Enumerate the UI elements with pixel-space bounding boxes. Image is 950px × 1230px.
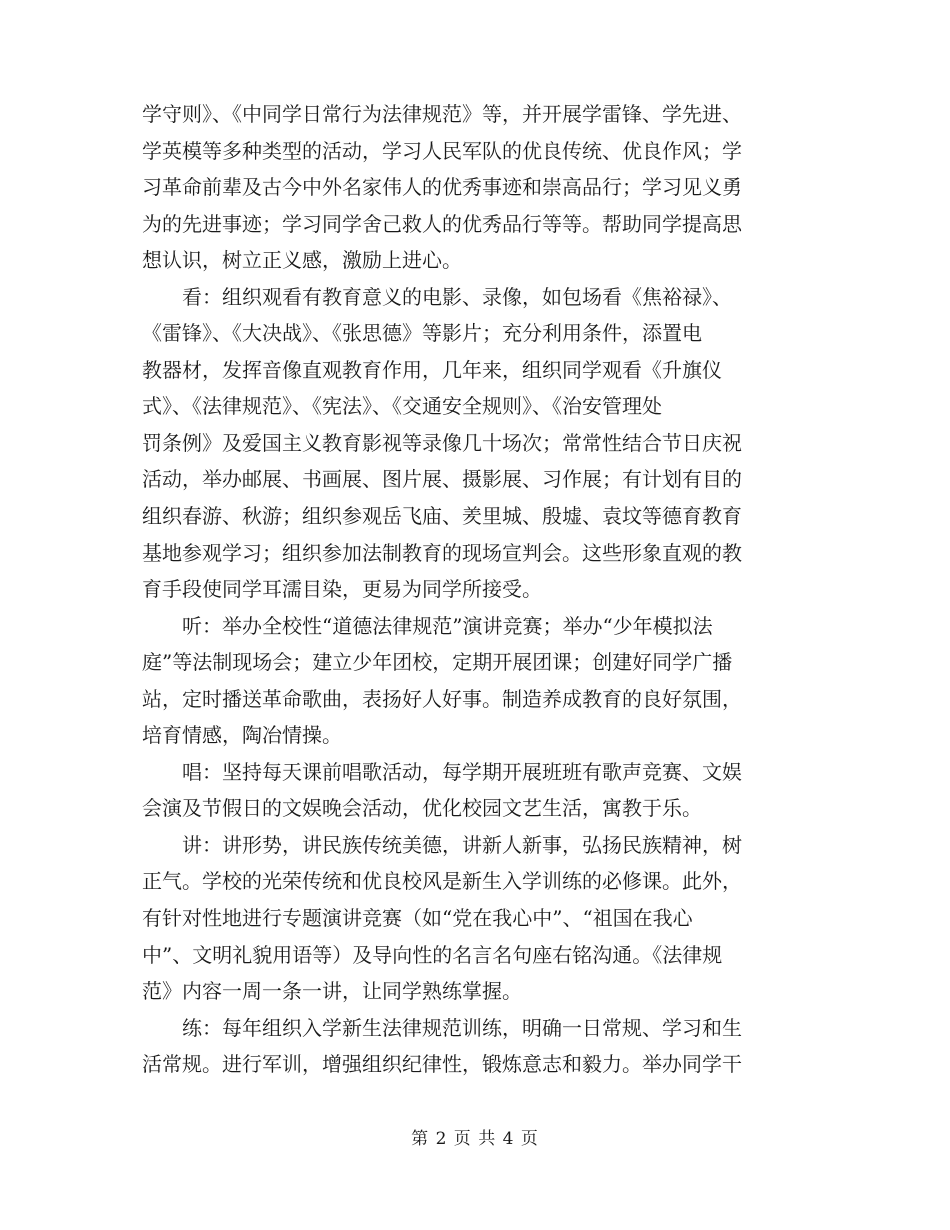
text-line: 罚条例》及爱国主义教育影视等录像几十场次；常常性结合节日庆祝	[142, 430, 742, 455]
text-line: 活常规。进行军训，增强组织纪律性，锻炼意志和毅力。举办同学干	[142, 1052, 742, 1077]
text-line: 式》、《法律规范》、《宪法》、《交通安全规则》、《治安管理处	[142, 394, 662, 419]
text-line: 组织春游、秋游；组织参观岳飞庙、羑里城、殷墟、袁坟等德育教育	[142, 504, 742, 529]
text-line: 讲：讲形势，讲民族传统美德，讲新人新事，弘扬民族精神，树	[142, 832, 742, 857]
text-line: 唱：坚持每天课前唱歌活动，每学期开展班班有歌声竞赛、文娱	[142, 759, 742, 784]
text-line: 习革命前辈及古今中外名家伟人的优秀事迹和崇高品行；学习见义勇	[142, 175, 742, 200]
text-line: 有针对性地进行专题演讲竞赛（如“党在我心中”、“祖国在我心	[142, 906, 693, 931]
text-line: 庭”等法制现场会；建立少年团校，定期开展团课；创建好同学广播	[142, 650, 733, 675]
text-line: 站，定时播送革命歌曲，表扬好人好事。制造养成教育的良好氛围，	[142, 686, 742, 711]
text-line: 培育情感，陶冶情操。	[142, 723, 342, 748]
text-line: 学守则》、《中同学日常行为法律规范》等，并开展学雷锋、学先进、	[142, 102, 742, 126]
text-line: 听：举办全校性“道德法律规范”演讲竞赛；举办“少年模拟法	[142, 613, 713, 638]
text-line: 想认识，树立正义感，激励上进心。	[142, 248, 462, 273]
text-line: 活动，举办邮展、书画展、图片展、摄影展、习作展；有计划有目的	[142, 467, 742, 492]
body-text	[142, 96, 808, 1083]
text-line: 中”、文明礼貌用语等）及导向性的名言名句座右铭沟通。《法律规	[142, 942, 723, 967]
text-line: 正气。学校的光荣传统和优良校风是新生入学训练的必修课。此外，	[142, 869, 742, 894]
text-line: 学英模等多种类型的活动，学习人民军队的优良传统、优良作风；学	[142, 138, 742, 163]
text-line: 育手段使同学耳濡目染，更易为同学所接受。	[142, 577, 542, 602]
text-line: 教器材，发挥音像直观教育作用，几年来，组织同学观看《升旗仪	[142, 357, 722, 382]
text-line: 会演及节假日的文娱晚会活动，优化校园文艺生活，寓教于乐。	[142, 796, 702, 821]
text-line: 《雷锋》、《大决战》、《张思德》等影片；充分利用条件，添置电	[142, 321, 702, 346]
text-line: 练：每年组织入学新生法律规范训练，明确一日常规、学习和生	[142, 1015, 742, 1040]
text-line: 看：组织观看有教育意义的电影、录像，如包场看《焦裕禄》、	[142, 284, 732, 309]
page-number-footer: 第 2 页 共 4 页	[411, 1129, 539, 1149]
text-line: 为的先进事迹；学习同学舍己救人的优秀品行等等。帮助同学提高思	[142, 211, 742, 236]
text-line: 范》内容一周一条一讲，让同学熟练掌握。	[142, 979, 522, 1004]
text-line: 基地参观学习；组织参加法制教育的现场宣判会。这些形象直观的教	[142, 540, 742, 565]
